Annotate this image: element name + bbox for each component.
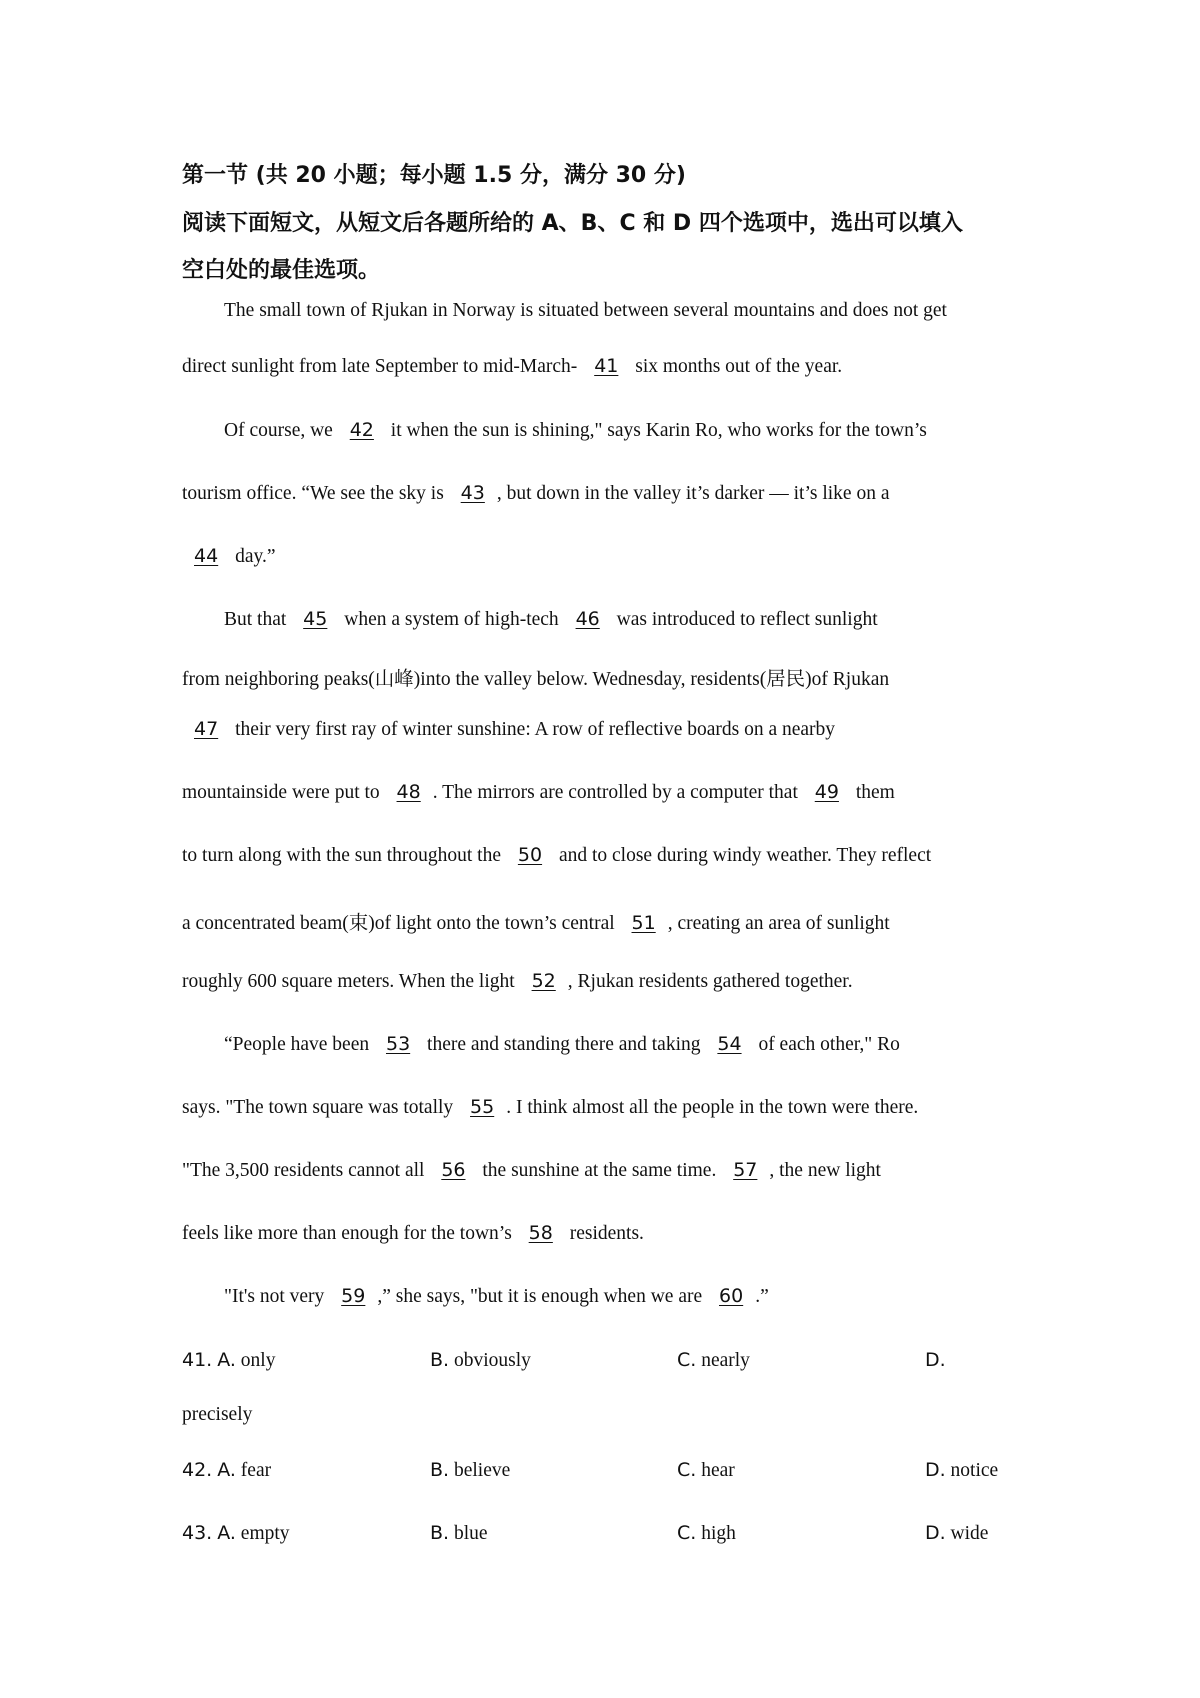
option-41-d-letter: D.: [925, 1349, 946, 1371]
instructions-line-1: 阅读下面短文，从短文后各题所给的 A、B、C 和 D 四个选项中，选出可以填入: [182, 211, 963, 236]
blank-54: 54: [717, 1033, 742, 1055]
blank-58: 58: [528, 1222, 553, 1244]
option-41-c: C. nearly: [677, 1349, 750, 1371]
blank-52: 52: [531, 970, 556, 992]
option-41-a: 41. A. only: [182, 1349, 276, 1371]
option-42-c: C. hear: [677, 1459, 735, 1481]
option-42-a: 42. A. fear: [182, 1459, 272, 1481]
passage-line: feels like more than enough for the town’s 58 residents.: [182, 1222, 644, 1244]
blank-60: 60: [719, 1285, 744, 1307]
blank-51: 51: [631, 912, 656, 934]
section-title: 第一节 (共 20 小题；每小题 1.5 分，满分 30 分): [182, 163, 686, 188]
passage-line: 44 day.”: [182, 545, 275, 568]
blank-41: 41: [594, 355, 619, 377]
option-43-b: B. blue: [430, 1522, 488, 1544]
blank-49: 49: [814, 781, 839, 803]
passage-line: a concentrated beam(束)of light onto the town’s central 51 , creating an area of sunlight: [182, 912, 890, 934]
blank-46: 46: [575, 608, 600, 630]
option-41-d-text: precisely: [182, 1404, 253, 1425]
option-42-b: B. believe: [430, 1459, 511, 1481]
passage-line: But that 45 when a system of high-tech 46 was introduced to reflect sunlight: [224, 608, 878, 630]
passage-line: direct sunlight from late September to mid-March- 41 six months out of the year.: [182, 355, 843, 377]
passage-line: "The 3,500 residents cannot all 56 the sunshine at the same time. 57 , the new light: [182, 1159, 881, 1181]
passage-line: roughly 600 square meters. When the light 52 , Rjukan residents gathered together.: [182, 970, 853, 992]
option-43-c: C. high: [677, 1522, 736, 1544]
blank-43: 43: [460, 482, 485, 504]
passage-line: “People have been 53 there and standing there and taking 54 of each other," Ro: [224, 1033, 900, 1055]
blank-50: 50: [517, 844, 543, 866]
option-42-d: D. notice: [925, 1459, 999, 1481]
blank-45: 45: [303, 608, 328, 630]
instructions-line-2: 空白处的最佳选项。: [182, 258, 381, 283]
passage-line: The small town of Rjukan in Norway is situated between several mountains and does not get: [224, 300, 947, 321]
option-43-a: 43. A. empty: [182, 1522, 290, 1544]
option-43-d: D. wide: [925, 1522, 989, 1544]
passage-line: says. "The town square was totally 55 . I think almost all the people in the town were there.: [182, 1096, 919, 1118]
blank-59: 59: [341, 1285, 366, 1307]
blank-53: 53: [385, 1033, 411, 1055]
passage-line: to turn along with the sun throughout the 50 and to close during windy weather. They reflect: [182, 844, 932, 866]
passage-line: from neighboring peaks(山峰)into the valley below. Wednesday, residents(居民)of Rjukan: [182, 669, 890, 690]
passage-line: "It's not very 59 ,” she says, "but it is enough when we are 60 .”: [224, 1285, 769, 1307]
blank-42: 42: [349, 419, 374, 441]
passage-line: tourism office. “We see the sky is 43 , but down in the valley it’s darker — it’s like on a: [182, 482, 890, 504]
passage-line: mountainside were put to 48 . The mirrors are controlled by a computer that 49 them: [182, 781, 895, 803]
blank-57: 57: [733, 1159, 758, 1181]
blank-48: 48: [396, 781, 421, 803]
option-41-b: B. obviously: [430, 1349, 531, 1371]
blank-44: 44: [194, 545, 219, 567]
passage-line: 47 their very first ray of winter sunshine: A row of reflective boards on a nearby: [182, 718, 835, 741]
blank-47: 47: [194, 718, 219, 740]
blank-56: 56: [441, 1159, 466, 1181]
passage-line: Of course, we 42 it when the sun is shining," says Karin Ro, who works for the town’s: [224, 419, 927, 441]
blank-55: 55: [470, 1096, 495, 1118]
